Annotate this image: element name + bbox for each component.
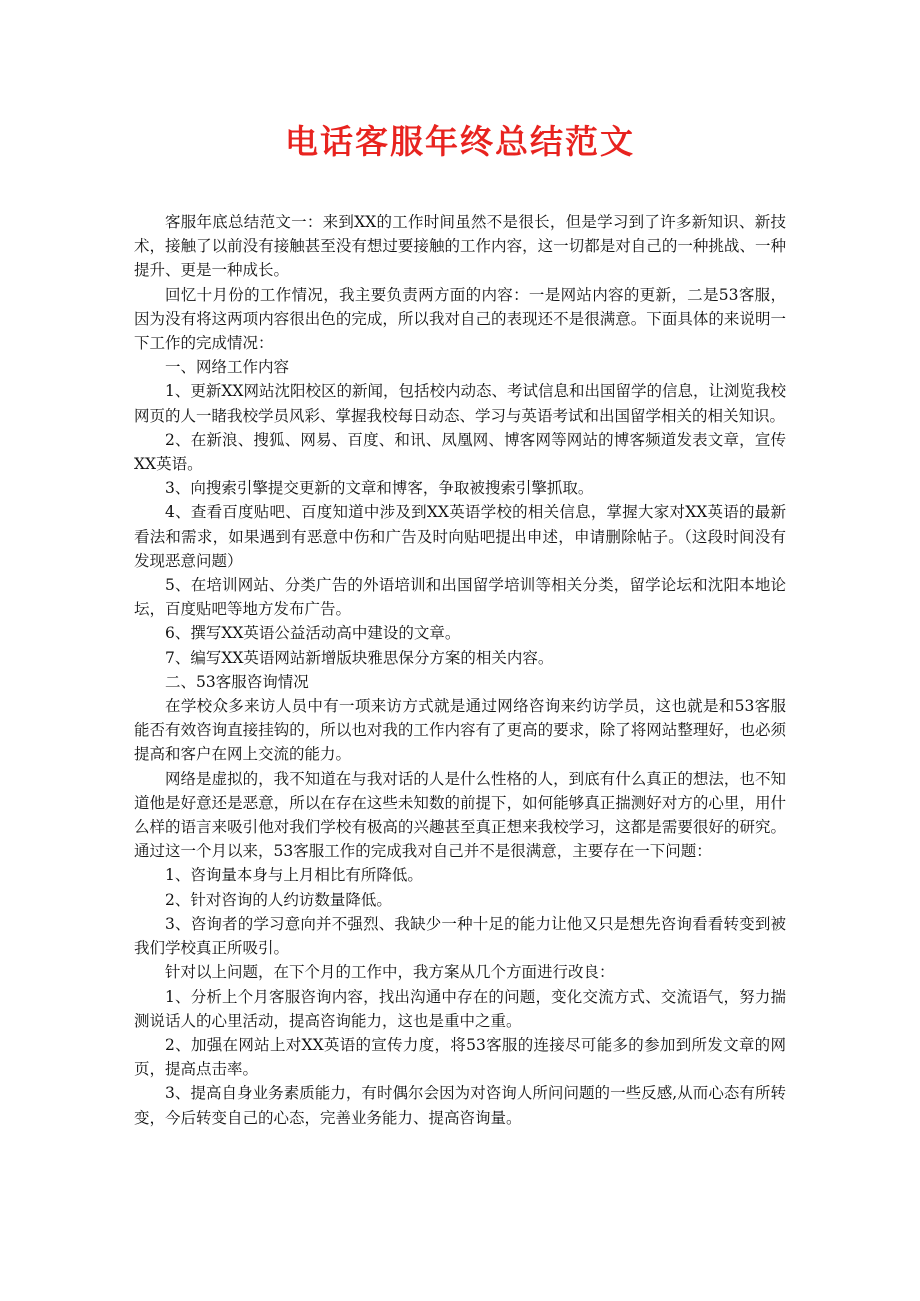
section-heading: 一、网络工作内容 xyxy=(165,358,290,377)
list-item: 2、加强在网站上对XX英语的宣传力度，将53客服的连接尽可能多的参加到所发文章的网页，提高点击率。 xyxy=(134,1035,786,1079)
list-item: 1、咨询量本身与上月相比有所降低。 xyxy=(165,866,423,885)
section-heading: 二、53客服咨询情况 xyxy=(165,672,309,691)
page-title: 电话客服年终总结范文 xyxy=(285,122,635,161)
list-item: 5、在培训网站、分类广告的外语培训和出国留学培训等相关分类，留学论坛和沈阳本地论坛，百度贴吧等地方发布广告。 xyxy=(134,576,786,619)
paragraph: 回忆十月份的工作情况，我主要负责两方面的内容：一是网站内容的更新，二是53客服，因为没有将这两项内容很出色的完成，所以我对自己的表现还不是很满意。下面具体的来说明一下工作的完成情况： xyxy=(134,285,786,353)
list-item: 1、更新XX网站沈阳校区的新闻，包括校内动态、考试信息和出国留学的信息，让浏览我校网页的人一睹我校学员风彩、掌握我校每日动态、学习与英语考试和出国留学相关的相关知识。 xyxy=(134,382,786,425)
list-item: 6、撰写XX英语公益活动高中建设的文章。 xyxy=(165,624,461,643)
paragraph: 客服年底总结范文一：来到XX的工作时间虽然不是很长，但是学习到了许多新知识、新技术，接触了以前没有接触甚至没有想过要接触的工作内容，这一切都是对自己的一种挑战、一种提升、更是一种成长。 xyxy=(134,213,786,280)
list-item: 1、分析上个月客服咨询内容，找出沟通中存在的问题，变化交流方式、交流语气，努力揣测说话人的心里活动，提高咨询能力，这也是重中之重。 xyxy=(134,987,786,1030)
paragraph: 在学校众多来访人员中有一项来访方式就是通过网络咨询来约访学员，这也就是和53客服能否有效咨询直接挂钩的，所以也对我的工作内容有了更高的要求，除了将网站整理好，也必须提高和客户在网上交流的能力。 xyxy=(134,697,786,764)
list-item: 7、编写XX英语网站新增版块雅思保分方案的相关内容。 xyxy=(165,648,554,667)
list-item: 4、查看百度贴吧、百度知道中涉及到XX英语学校的相关信息，掌握大家对XX英语的最新看法和需求，如果遇到有恶意中伤和广告及时向贴吧提出申述，申请删除帖子。（这段时间没有发现恶意问题） xyxy=(134,503,786,570)
paragraph: 网络是虚拟的，我不知道在与我对话的人是什么性格的人，到底有什么真正的想法，也不知道他是好意还是恶意，所以在存在这些未知数的前提下，如何能够真正揣测好对方的心里，用什么样的语言来吸引他对我们学校有极高的兴趣甚至真正想来我校学习，这都是需要很好的研究。通过这一个月以来，53客服工作的完成我对自己并不是很满意，主要存在一下问题： xyxy=(134,769,786,861)
document-body xyxy=(134,210,786,1130)
list-item: 3、向搜索引擎提交更新的文章和博客，争取被搜索引擎抓取。 xyxy=(165,479,594,498)
list-item: 2、在新浪、搜狐、网易、百度、和讯、凤凰网、博客网等网站的博客频道发表文章，宣传XX英语。 xyxy=(134,430,786,474)
list-item: 3、提高自身业务素质能力，有时偶尔会因为对咨询人所问问题的一些反感,从而心态有所转变，今后转变自己的心态，完善业务能力、提高咨询量。 xyxy=(134,1084,786,1127)
paragraph: 针对以上问题，在下个月的工作中，我方案从几个方面进行改良： xyxy=(165,963,615,982)
list-item: 2、针对咨询的人约访数量降低。 xyxy=(165,890,392,909)
list-item: 3、咨询者的学习意向并不强烈、我缺少一种十足的能力让他又只是想先咨询看看转变到被我们学校真正所吸引。 xyxy=(134,914,786,958)
